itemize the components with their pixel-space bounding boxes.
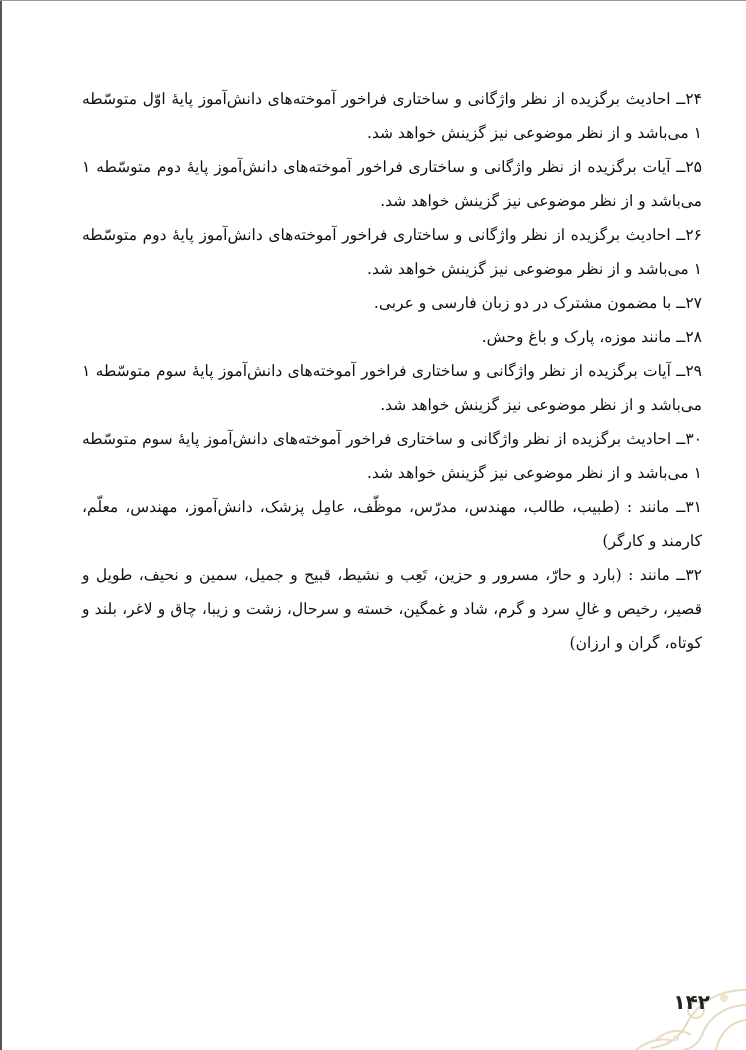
corner-ornament — [596, 980, 746, 1050]
footnote-26: ۲۶ــ احادیث برگزیده از نظر واژگانی و ساختاری فراخور آموخته‌های دانش‌آموز پایهٔ دوم متوسّطه ۱ می‌باشد و از نظر موضوعی نیز گزینش خواهد شد. — [82, 226, 702, 278]
footnote-24: ۲۴ــ احادیث برگزیده از نظر واژگانی و ساختاری فراخور آموخته‌های دانش‌آموز پایهٔ اوّل متوسّطه ۱ می‌باشد و از نظر موضوعی نیز گزینش خواهد شد. — [82, 90, 702, 142]
footnote-31: ۳۱ــ مانند : (طبیب، طالب، مهندس، مدرّس، موظّف، عامِل پزشک، دانش‌آموز، مهندس، معلّم، کارمند و کارگر) — [82, 498, 702, 550]
page-left-border — [0, 0, 2, 1050]
footnote-28: ۲۸ــ مانند موزه، پارک و باغ وحش. — [481, 328, 702, 346]
footnote-25: ۲۵ــ آیات برگزیده از نظر واژگانی و ساختاری فراخور آموخته‌های دانش‌آموز پایهٔ دوم متوسّطه ۱ می‌باشد و از نظر موضوعی نیز گزینش خواهد شد. — [82, 158, 702, 210]
page-number: ۱۴۲ — [673, 990, 710, 1014]
page-top-border — [0, 0, 746, 1]
footnote-32: ۳۲ــ مانند : (بارد و حارّ، مسرور و حزین، تَعِب و نشیط، قبیح و جمیل، سمین و نحیف، طویل و قصیر، رخیص و غالِ سرد و گرم، شاد و غمگین، خسته و سرحال، زشت و زیبا، چاق و لاغر، بلند و کوتاه، گران و ارزان) — [82, 566, 702, 652]
footnote-29: ۲۹ــ آیات برگزیده از نظر واژگانی و ساختاری فراخور آموخته‌های دانش‌آموز پایهٔ سوم متوسّطه ۱ می‌باشد و از نظر موضوعی نیز گزینش خواهد شد. — [82, 362, 702, 414]
footnote-27: ۲۷ــ با مضمون مشترک در دو زبان فارسی و عربی. — [373, 294, 702, 312]
footnotes-body — [82, 82, 702, 660]
footnote-30: ۳۰ــ احادیث برگزیده از نظر واژگانی و ساختاری فراخور آموخته‌های دانش‌آموز پایهٔ سوم متوسّطه ۱ می‌باشد و از نظر موضوعی نیز گزینش خواهد شد. — [82, 430, 702, 482]
